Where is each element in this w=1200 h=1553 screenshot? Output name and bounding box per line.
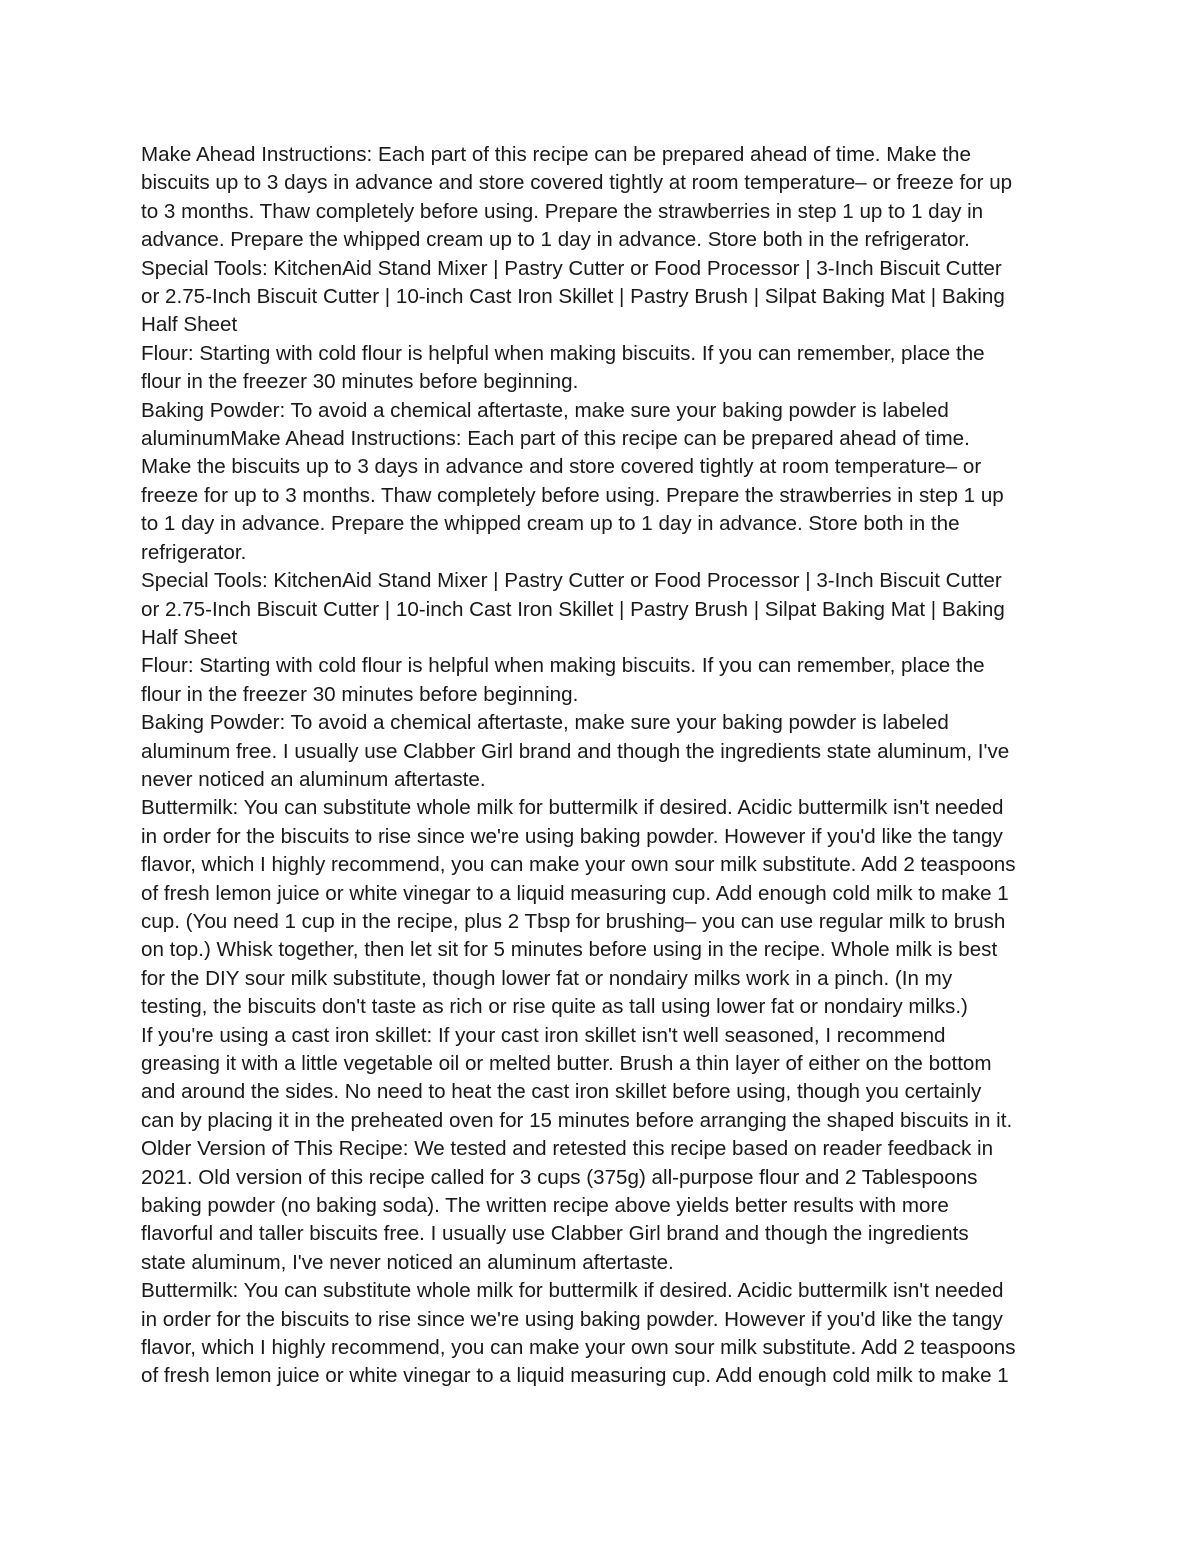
text-line: Make the biscuits up to 3 days in advance and store covered tightly at room temperature– or [141,455,982,479]
text-line: testing, the biscuits don't taste as rich or rise quite as tall using lower fat or nondairy milks.) [141,995,968,1019]
text-line: in order for the biscuits to rise since we're using baking powder. However if you'd like the tangy [141,1307,1003,1331]
text-line: to 1 day in advance. Prepare the whipped cream up to 1 day in advance. Store both in the [141,512,960,536]
text-line: cup. (You need 1 cup in the recipe, plus 2 Tbsp for brushing– you can use regular milk to brush [141,909,1006,933]
text-line: biscuits up to 3 days in advance and store covered tightly at room temperature– or freeze for up [141,171,1013,195]
text-line: flavorful and taller biscuits free. I usually use Clabber Girl brand and though the ingredients [141,1222,969,1246]
text-line: flavor, which I highly recommend, you can make your own sour milk substitute. Add 2 teaspoons [141,853,1016,877]
text-line: flour in the freezer 30 minutes before beginning. [141,370,579,394]
flour-paragraph-1 [141,340,1061,397]
text-line: greasing it with a little vegetable oil or melted butter. Brush a thin layer of either on the bottom [141,1052,992,1075]
text-line: never noticed an aluminum aftertaste. [141,767,486,791]
flour-paragraph-2 [141,652,1061,709]
text-line: in order for the biscuits to rise since we're using baking powder. However if you'd like the tangy [141,824,1003,848]
text-line: or 2.75-Inch Biscuit Cutter | 10-inch Cast Iron Skillet | Pastry Brush | Silpat Baking Mat | Baking [141,285,1005,309]
text-line: on top.) Whisk together, then let sit for 5 minutes before using in the recipe. Whole milk is best [141,938,998,962]
text-line: Half Sheet [141,625,238,649]
make-ahead-paragraph-1 [141,141,1061,255]
text-line: aluminumMake Ahead Instructions: Each part of this recipe can be prepared ahead of time. [141,427,970,451]
text-line: Buttermilk: You can substitute whole milk for buttermilk if desired. Acidic buttermilk isn't needed [141,1279,1004,1303]
text-line: can by placing it in the preheated oven for 15 minutes before arranging the shaped biscuits in it. [141,1108,1013,1132]
text-line: of fresh lemon juice or white vinegar to a liquid measuring cup. Add enough cold milk to make 1 [141,881,1009,905]
text-line: refrigerator. [141,540,247,564]
special-tools-paragraph-2 [141,567,1061,652]
text-line: advance. Prepare the whipped cream up to 1 day in advance. Store both in the refrigerator. [141,228,970,252]
special-tools-paragraph-1 [141,255,1061,340]
buttermilk-paragraph-1 [141,794,1061,1021]
text-line: Baking Powder: To avoid a chemical aftertaste, make sure your baking powder is labeled [141,711,949,735]
text-line: baking powder (no baking soda). The written recipe above yields better results with more [141,1194,949,1218]
text-line: Buttermilk: You can substitute whole milk for buttermilk if desired. Acidic buttermilk isn't needed [141,796,1004,820]
text-line: Flour: Starting with cold flour is helpful when making biscuits. If you can remember, place the [141,654,985,678]
baking-powder-paragraph-2 [141,709,1061,794]
text-line: Half Sheet [141,313,238,337]
text-line: and around the sides. No need to heat the cast iron skillet before using, though you certainly [141,1080,982,1104]
text-line: If you're using a cast iron skillet: If your cast iron skillet isn't well seasoned, I recommend [141,1023,946,1047]
document-body [141,141,1061,1391]
text-line: Make Ahead Instructions: Each part of this recipe can be prepared ahead of time. Make the [141,143,971,166]
text-line: of fresh lemon juice or white vinegar to a liquid measuring cup. Add enough cold milk to make 1 [141,1364,1009,1388]
text-line: Special Tools: KitchenAid Stand Mixer | Pastry Cutter or Food Processor | 3-Inch Biscuit Cutter [141,256,1002,280]
text-line: 2021. Old version of this recipe called for 3 cups (375g) all-purpose flour and 2 Tablespoons [141,1165,978,1189]
text-line: freeze for up to 3 months. Thaw completely before using. Prepare the strawberries in step 1 up [141,483,1004,507]
text-line: aluminum free. I usually use Clabber Girl brand and though the ingredients state aluminum, I've [141,739,1010,763]
text-line: to 3 months. Thaw completely before using. Prepare the strawberries in step 1 up to 1 day in [141,199,984,223]
baking-powder-paragraph-1 [141,397,1061,567]
text-line: Older Version of This Recipe: We tested and retested this recipe based on reader feedback in [141,1137,994,1161]
text-line: flour in the freezer 30 minutes before beginning. [141,682,579,706]
cast-iron-paragraph [141,1022,1061,1136]
text-line: Special Tools: KitchenAid Stand Mixer | Pastry Cutter or Food Processor | 3-Inch Biscuit Cutter [141,569,1002,593]
buttermilk-paragraph-2 [141,1277,1061,1391]
text-line: Flour: Starting with cold flour is helpful when making biscuits. If you can remember, place the [141,341,985,365]
text-line: for the DIY sour milk substitute, though lower fat or nondairy milks work in a pinch. (In my [141,966,953,990]
older-version-paragraph [141,1135,1061,1277]
text-line: flavor, which I highly recommend, you can make your own sour milk substitute. Add 2 teaspoons [141,1336,1016,1360]
text-line: or 2.75-Inch Biscuit Cutter | 10-inch Cast Iron Skillet | Pastry Brush | Silpat Baking Mat | Baking [141,597,1005,621]
text-line: Baking Powder: To avoid a chemical aftertaste, make sure your baking powder is labeled [141,398,949,422]
text-line: state aluminum, I've never noticed an aluminum aftertaste. [141,1250,674,1274]
